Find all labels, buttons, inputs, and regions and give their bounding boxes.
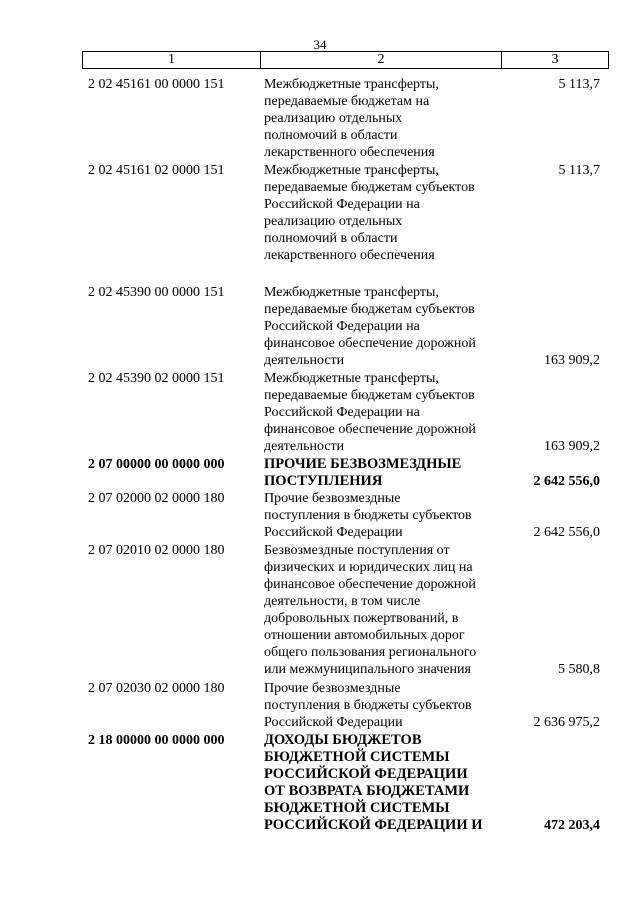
column-header-3: 3 [501,51,609,69]
description-line: или межмуниципального значения [264,662,471,677]
description-line: Российской Федерации [264,715,403,730]
row-description [264,732,500,834]
description-line: передаваемые бюджетам субъектов [264,302,475,317]
description-line: поступления в бюджеты субъектов [264,698,472,713]
description-line: Прочие безвозмездные [264,491,401,506]
page-number: 34 [313,37,327,52]
description-line: деятельности, в том числе [264,594,421,609]
row-description [264,370,500,455]
amount: 472 203,4 [544,818,600,833]
description-line: БЮДЖЕТНОЙ СИСТЕМЫ [264,800,450,816]
row-description [264,456,500,490]
description-line: ПРОЧИЕ БЕЗВОЗМЕЗДНЫЕ [264,456,462,472]
description-line: РОССИЙСКОЙ ФЕДЕРАЦИИ И [264,817,483,833]
column-header-2: 2 [260,51,502,69]
description-line: БЮДЖЕТНОЙ СИСТЕМЫ [264,749,450,765]
budget-code: 2 07 00000 00 0000 000 [88,457,225,472]
row-description [264,162,500,264]
description-line: передаваемые бюджетам на [264,94,430,109]
description-line: Межбюджетные трансферты, [264,163,439,178]
amount: 5 113,7 [558,163,600,178]
description-line: Межбюджетные трансферты, [264,371,439,386]
description-line: реализацию отдельных [264,111,403,126]
description-line: Российской Федерации на [264,319,420,334]
budget-code: 2 07 02000 02 0000 180 [88,491,225,506]
description-line: Безвозмездные поступления от [264,543,450,558]
budget-code: 2 18 00000 00 0000 000 [88,733,225,748]
description-line: финансовое обеспечение дорожной [264,577,476,592]
amount: 2 642 556,0 [533,474,600,489]
amount: 2 636 975,2 [533,715,600,730]
description-line: лекарственного обеспечения [264,248,435,263]
description-line: лекарственного обеспечения [264,145,435,160]
description-line: поступления в бюджеты субъектов [264,508,472,523]
description-line: полномочий в области [264,231,398,246]
row-description [264,680,500,731]
description-line: ПОСТУПЛЕНИЯ [264,473,383,489]
description-line: Российской Федерации на [264,405,420,420]
description-line: отношении автомобильных дорог [264,628,465,643]
description-line: реализацию отдельных [264,214,403,229]
description-line: Российской Федерации [264,525,403,540]
row-description [264,76,500,161]
budget-code: 2 02 45390 00 0000 151 [88,285,225,300]
description-line: физических и юридических лиц на [264,560,473,575]
description-line: финансовое обеспечение дорожной [264,422,476,437]
description-line: финансовое обеспечение дорожной [264,336,476,351]
column-header-1: 1 [82,51,261,69]
description-line: РОССИЙСКОЙ ФЕДЕРАЦИИ [264,766,468,782]
budget-code: 2 02 45161 00 0000 151 [88,77,225,92]
amount: 163 909,2 [544,353,600,368]
budget-code: 2 02 45390 02 0000 151 [88,371,225,386]
description-line: ОТ ВОЗВРАТА БЮДЖЕТАМИ [264,783,470,799]
description-line: добровольных пожертвований, в [264,611,459,626]
budget-code: 2 02 45161 02 0000 151 [88,163,225,178]
row-description [264,490,500,541]
description-line: деятельности [264,353,345,368]
description-line: Межбюджетные трансферты, [264,77,439,92]
description-line: Прочие безвозмездные [264,681,401,696]
amount: 163 909,2 [544,439,600,454]
description-line: Российской Федерации на [264,197,420,212]
description-line: полномочий в области [264,128,398,143]
description-line: ДОХОДЫ БЮДЖЕТОВ [264,732,422,748]
description-line: деятельности [264,439,345,454]
amount: 5 113,7 [558,77,600,92]
row-description [264,284,500,369]
description-line: передаваемые бюджетам субъектов [264,180,475,195]
description-line: передаваемые бюджетам субъектов [264,388,475,403]
description-line: Межбюджетные трансферты, [264,285,439,300]
description-line: общего пользования регионального [264,645,477,660]
budget-code: 2 07 02010 02 0000 180 [88,543,225,558]
amount: 2 642 556,0 [533,525,600,540]
amount: 5 580,8 [558,662,600,677]
row-description [264,542,500,678]
budget-code: 2 07 02030 02 0000 180 [88,681,225,696]
